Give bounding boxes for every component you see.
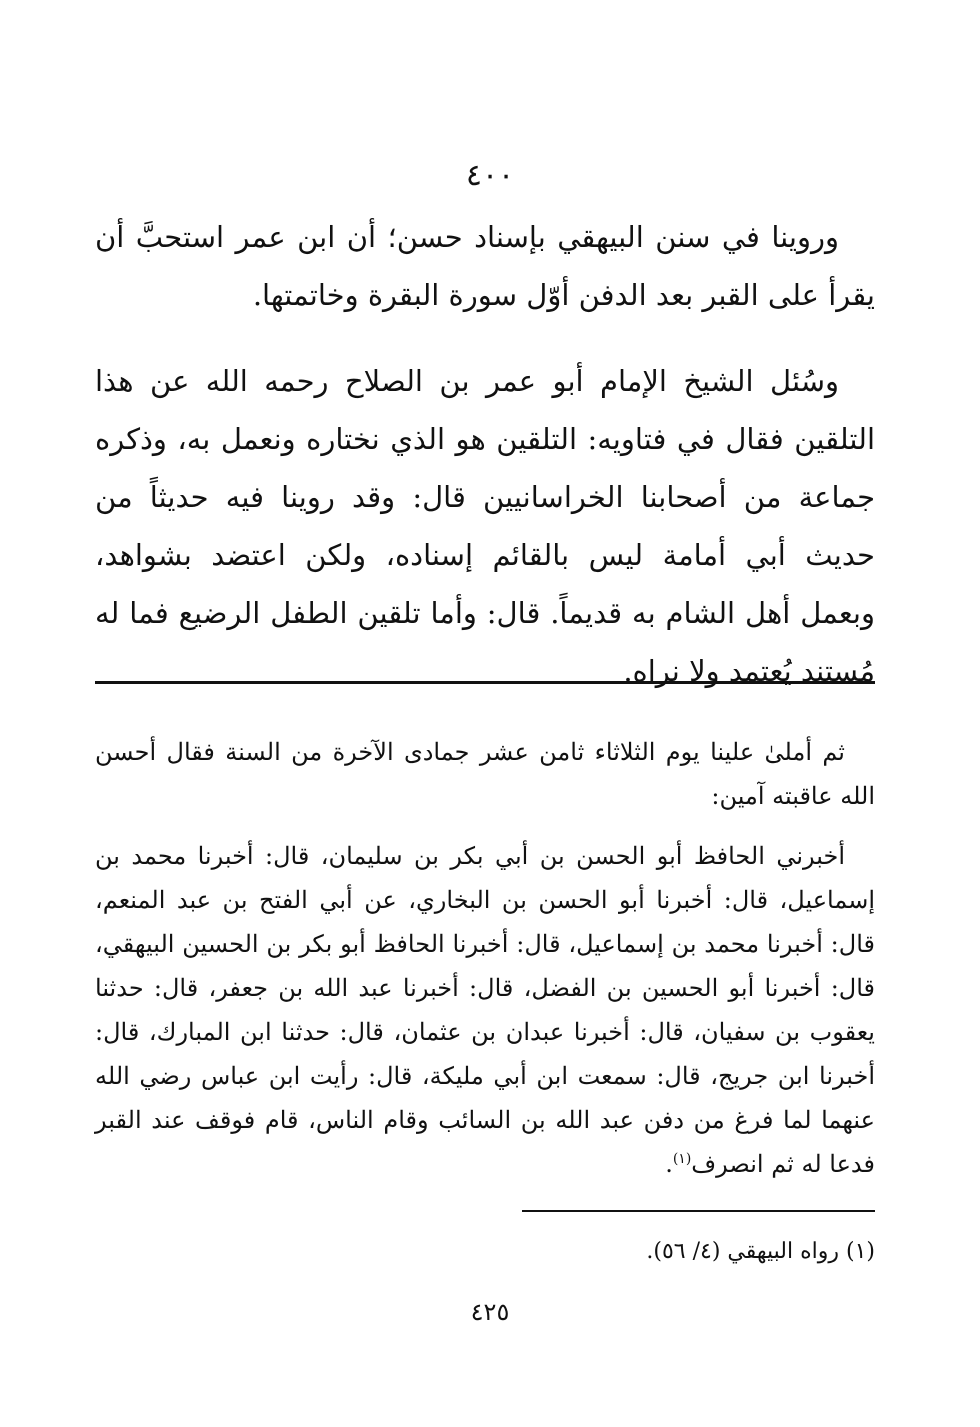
footnote: (١) رواه البيهقي (٤/ ٥٦). (646, 1239, 875, 1264)
paragraph-1: وروينا في سنن البيهقي بإسناد حسن؛ أن ابن عمر استحبَّ أن يقرأ على القبر بعد الدفن أوّل سورة البقرة وخاتمتها. (95, 220, 875, 312)
footnote-divider (522, 1210, 875, 1212)
section-divider (95, 681, 875, 684)
paragraph-4-end: . (665, 1150, 673, 1178)
footnote-marker: (١) (672, 1151, 692, 1167)
lower-text-block (95, 730, 875, 1186)
upper-text-block (95, 208, 875, 700)
paragraph-4 (95, 834, 875, 1186)
bottom-page-number: ٤٢٥ (470, 1298, 510, 1326)
paragraph-2: وسُئل الشيخ الإمام أبو عمر بن الصلاح رحمه الله عن هذا التلقين فقال في فتاويه: التلقين هو الذي نختاره ونعمل به، وذكره جماعة من أصحابنا الخراسانيين قال: وقد روينا فيه حديثاً من حديث أبي أمامة ليس بالقائم إسناده، ولكن اعتضد بشواهد، وبعمل أهل الشام به قديماً. قال: وأما تلقين الطفل الرضيع فما له مُستند يُعتمد ولا نراه. (95, 364, 875, 688)
top-page-number: ٤٠٠ (465, 158, 515, 193)
paragraph-4-text: أخبرني الحافظ أبو الحسن بن أبي بكر بن سليمان، قال: أخبرنا محمد بن إسماعيل، قال: أخبرنا أبو الحسن بن البخاري، عن أبي الفتح بن عبد المنعم، قال: أخبرنا محمد بن إسماعيل، قال: أخبرنا الحافظ أبو بكر بن الحسين البيهقي، قال: أخبرنا أبو الحسين بن الفضل، قال: أخبرنا عبد الله بن جعفر، قال: حدثنا يعقوب بن سفيان، قال: أخبرنا عبدان بن عثمان، قال: حدثنا ابن المبارك، قال: أخبرنا ابن جريج، قال: سمعت ابن أبي مليكة، قال: رأيت ابن عباس رضي الله عنهما لما فرغ من دفن عبد الله بن السائب وقام الناس، قام فوقف عند القبر فدعا له ثم انصرف (95, 842, 876, 1178)
paragraph-3: ثم أملىٰ علينا يوم الثلاثاء ثامن عشر جمادى الآخرة من السنة فقال أحسن الله عاقبته آمين: (95, 738, 875, 810)
